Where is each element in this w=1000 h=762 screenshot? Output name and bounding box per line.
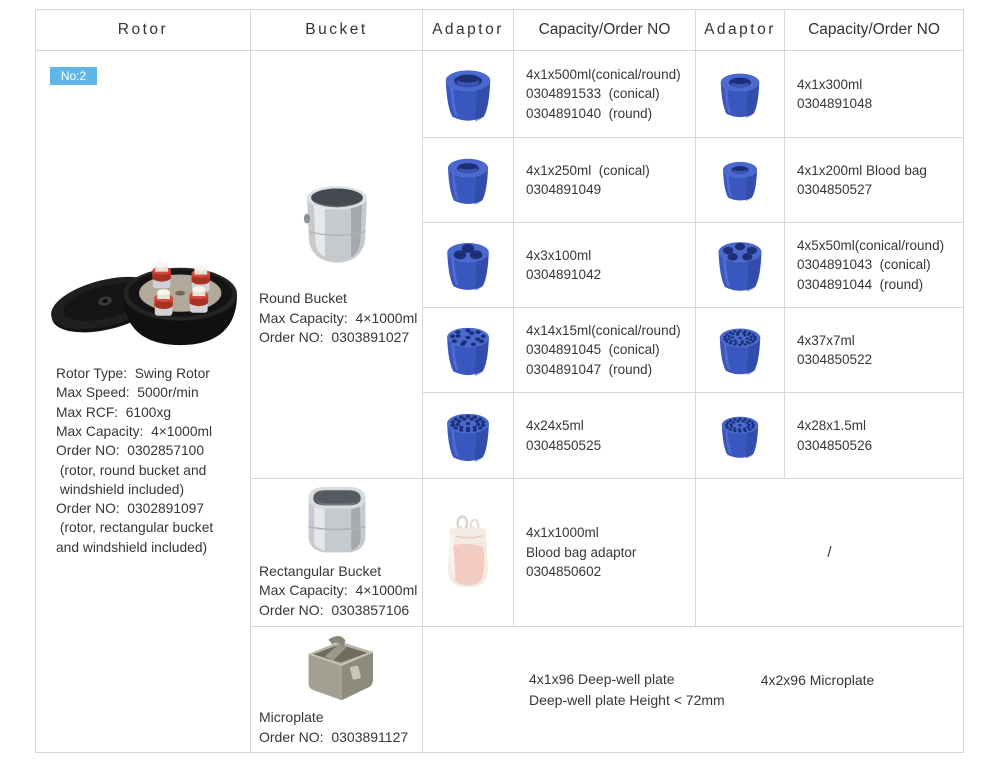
adaptor-image-50ml (696, 223, 785, 308)
adaptor-cup-icon (711, 233, 769, 297)
rotor-number-badge: No:2 (50, 67, 97, 85)
header-rotor: Rotor (36, 10, 251, 51)
adaptor-image-1-5ml (696, 393, 785, 479)
adaptor-image-7ml (696, 308, 785, 393)
round-bucket-cell (251, 51, 423, 479)
adaptor-cup-icon (711, 320, 769, 380)
adaptor-cup-icon (438, 61, 498, 127)
rectangular-bucket-cell (251, 479, 423, 627)
adaptor-cup-icon (714, 64, 766, 124)
capacity-250ml: 4x1x250ml (conical) 0304891049 (514, 138, 696, 223)
adaptor-image-250ml (423, 138, 514, 223)
header-bucket: Bucket (251, 10, 423, 51)
round-bucket-image (298, 181, 376, 271)
microplate-bucket-image (289, 632, 385, 704)
capacity-50ml: 4x5x50ml(conical/round) 0304891043 (conical) 0304891044 (round) (785, 223, 964, 308)
rotor-specs: Rotor Type: Swing Rotor Max Speed: 5000r/min Max RCF: 6100xg Max Capacity: 4×1000ml Order NO: 0302857100 (rotor, round bucket and windshield included) Order NO: 0302891097 (rotor, rectangular bucket and windshield included) (56, 366, 214, 555)
header-adaptor-left: Adaptor (423, 10, 514, 51)
capacity-300ml: 4x1x300ml 0304891048 (785, 51, 964, 138)
adaptor-image-200ml (696, 138, 785, 223)
empty-slash-cell: / (696, 479, 964, 627)
rotor-image (47, 246, 239, 356)
deep-well-plate-text: 4x1x96 Deep-well plate Deep-well plate Height < 72mm (529, 670, 725, 708)
adaptor-image-100ml (423, 223, 514, 308)
capacity-blood-bag: 4x1x1000ml Blood bag adaptor 0304850602 (514, 479, 696, 627)
capacity-200ml: 4x1x200ml Blood bag 0304850527 (785, 138, 964, 223)
adaptor-cup-icon (438, 405, 498, 467)
blood-bag-adaptor-image (442, 515, 494, 591)
blood-bag-image-cell (423, 479, 514, 627)
adaptor-cup-icon (438, 319, 498, 381)
header-capacity-left: Capacity/Order NO (514, 10, 696, 51)
adaptor-cup-icon (441, 150, 495, 210)
rectangular-bucket-text: Rectangular Bucket Max Capacity: 4×1000ml Order NO: 0303857106 (259, 562, 418, 618)
adaptor-image-300ml (696, 51, 785, 138)
adaptor-cup-icon (712, 409, 768, 463)
capacity-100ml: 4x3x100ml 0304891042 (514, 223, 696, 308)
microplate-cell (251, 627, 423, 753)
rectangular-bucket-image (297, 485, 377, 559)
adaptor-image-15ml (423, 308, 514, 393)
capacity-500ml: 4x1x500ml(conical/round) 0304891533 (conical) 0304891040 (round) (514, 51, 696, 138)
deep-well-plate-cell (423, 627, 964, 753)
header-capacity-right: Capacity/Order NO (785, 10, 964, 51)
adaptor-image-500ml (423, 51, 514, 138)
capacity-5ml: 4x24x5ml 0304850525 (514, 393, 696, 479)
round-bucket-text: Round Bucket Max Capacity: 4×1000ml Order NO: 0303891027 (259, 290, 418, 346)
swing-rotor-illustration (47, 246, 239, 356)
adaptor-cup-icon (440, 234, 496, 296)
header-adaptor-right: Adaptor (696, 10, 785, 51)
adaptor-cup-icon (717, 149, 763, 211)
adaptor-image-5ml (423, 393, 514, 479)
capacity-15ml: 4x14x15ml(conical/round) 0304891045 (conical) 0304891047 (round) (514, 308, 696, 393)
capacity-1-5ml: 4x28x1.5ml 0304850526 (785, 393, 964, 479)
microplate-capacity-text: 4x2x96 Microplate (760, 671, 875, 688)
spec-table (35, 9, 964, 753)
microplate-text: Microplate Order NO: 0303891127 (259, 709, 409, 745)
capacity-7ml: 4x37x7ml 0304850522 (785, 308, 964, 393)
rotor-cell (36, 51, 251, 753)
